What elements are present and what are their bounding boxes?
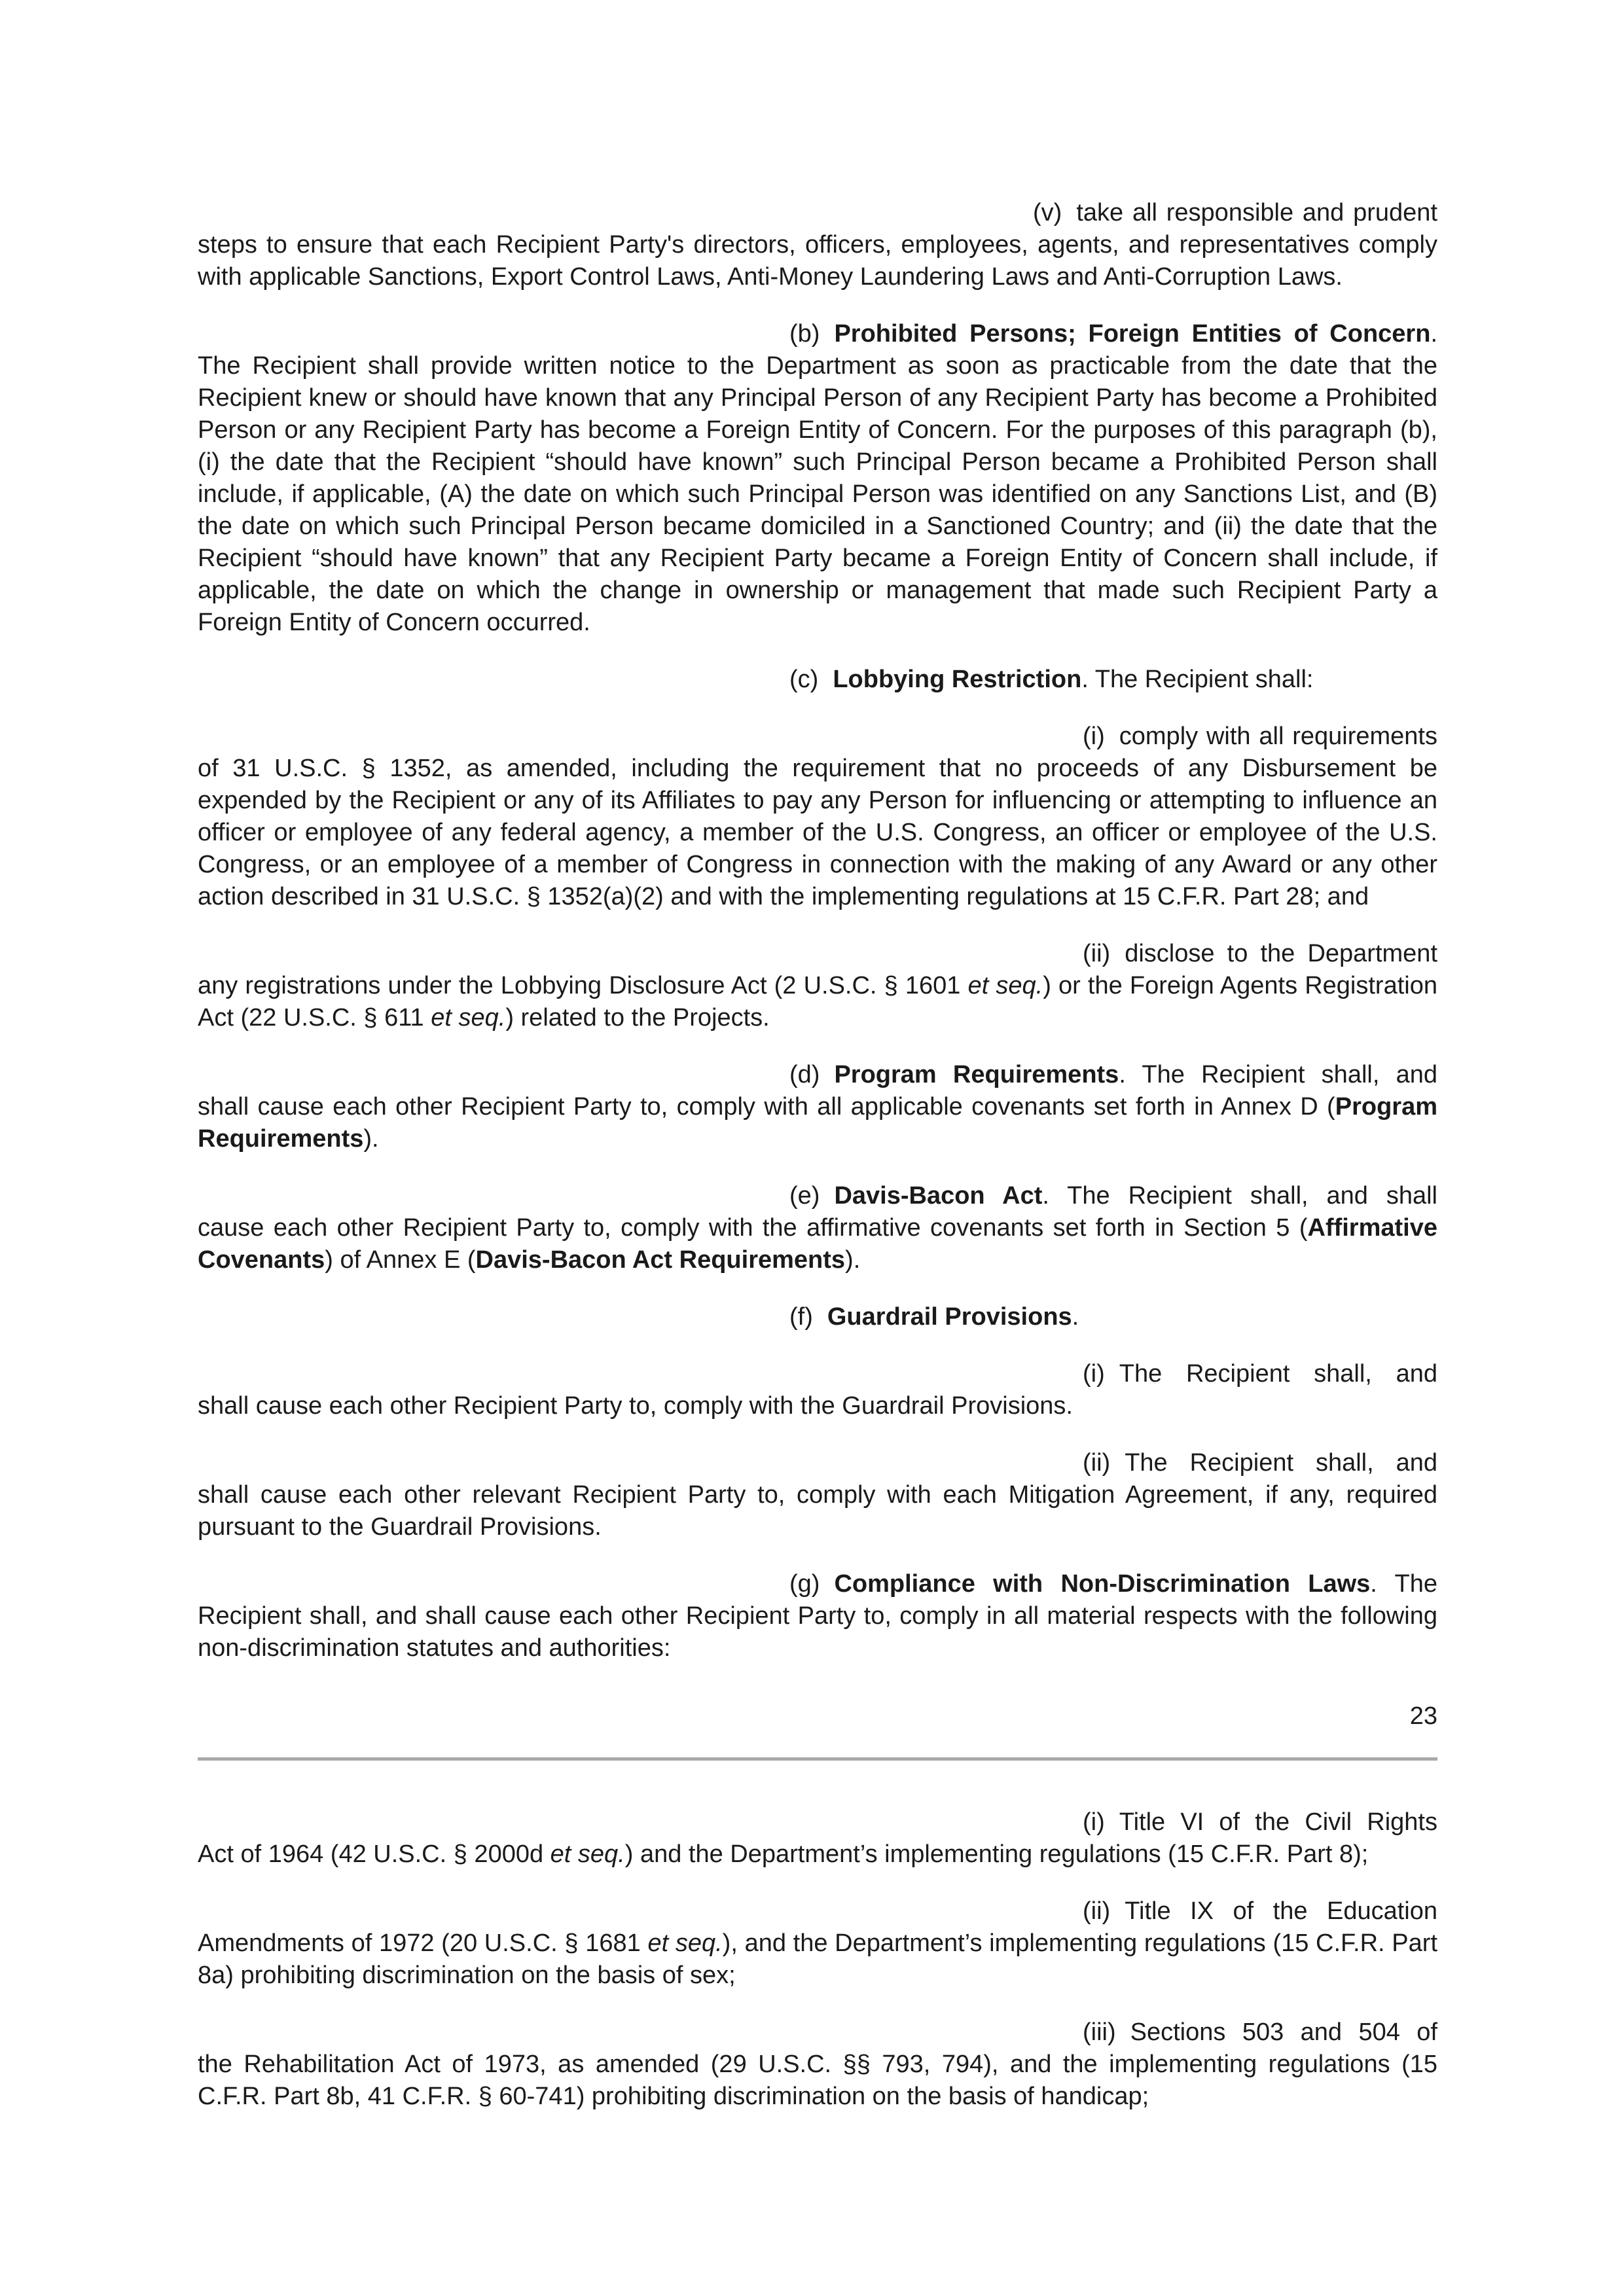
clause-text: . The Recipient shall: [1081, 666, 1314, 693]
clause-heading: Guardrail Provisions [827, 1303, 1072, 1331]
clause-text: Title IX of the Education Amendments of 1972 (20 U.S.C. § 1681 [198, 1897, 1437, 1957]
clause-marker: (f) [789, 1303, 813, 1331]
paragraph-e [198, 1180, 1437, 1276]
clause-text: . The Recipient shall, and shall cause each other Recipient Party to, comply with the affirmative covenants set forth in Section 5 ( [198, 1182, 1437, 1242]
page-divider [198, 1757, 1437, 1761]
paragraph-g-i [198, 1806, 1437, 1871]
clause-text: . The Recipient shall, and shall cause each other Recipient Party to, comply with all applicable covenants set forth in Annex D ( [198, 1061, 1437, 1121]
clause-marker: (ii) [1083, 940, 1111, 967]
paragraph-a-v [198, 197, 1437, 293]
clause-marker: (e) [789, 1182, 820, 1210]
clause-heading: Prohibited Persons; Foreign Entities of Concern [834, 320, 1431, 348]
paragraph-f [198, 1301, 1437, 1333]
clause-heading: Lobbying Restriction [833, 666, 1082, 693]
paragraph-g-ii [198, 1895, 1437, 1992]
section-reference: Affirmative Covenants [198, 1214, 1437, 1274]
paragraph-g [198, 1568, 1437, 1664]
clause-text: comply with all requirements of 31 U.S.C. § 1352, as amended, including the requirement that no proceeds of any Disbursement be expended by the Recipient or any of its Affiliates to pay any Person for influencing or attempting to influence an officer or employee of any federal agency, a member of the U.S. Congress, an officer or employee of the U.S. Congress, or an employee of a member of Congress in connection with the making of any Award or any other action described in 31 U.S.C. § 1352(a)(2) and with the implementing regulations at 15 C.F.R. Part 28; and [198, 723, 1437, 910]
paragraph-c-i [198, 721, 1437, 913]
annex-reference: Program Requirements [198, 1093, 1437, 1153]
clause-heading: Davis-Bacon Act [834, 1182, 1043, 1210]
clause-text: The Recipient shall, and shall cause each other Recipient Party to, comply with the Guardrail Provisions. [198, 1360, 1437, 1420]
et-seq-italic: et seq. [550, 1840, 625, 1868]
clause-text: Title VI of the Civil Rights Act of 1964 (42 U.S.C. § 2000d [198, 1808, 1437, 1868]
clause-marker: (iii) [1083, 2018, 1116, 2046]
clause-marker: (d) [789, 1061, 820, 1088]
clause-text: ). [845, 1246, 861, 1274]
paragraph-d [198, 1059, 1437, 1155]
clause-text: . [1072, 1303, 1079, 1331]
page-23-body [198, 197, 1437, 1689]
clause-text: ) related to the Projects. [505, 1004, 770, 1031]
clause-text: ) or the Foreign Agents Registration Act (22 U.S.C. § 611 [198, 972, 1437, 1031]
paragraph-b [198, 318, 1437, 639]
et-seq-italic: et seq. [431, 1004, 506, 1031]
clause-text: The Recipient shall, and shall cause each other relevant Recipient Party to, comply with each Mitigation Agreement, if any, required pursuant to the Guardrail Provisions. [198, 1449, 1437, 1541]
page-number: 23 [1409, 1702, 1437, 1730]
annex-reference: Davis-Bacon Act Requirements [475, 1246, 846, 1274]
paragraph-c [198, 664, 1437, 696]
et-seq-italic: et seq. [647, 1929, 723, 1957]
clause-marker: (c) [789, 666, 819, 693]
et-seq-italic: et seq. [967, 972, 1043, 999]
clause-marker: (ii) [1083, 1897, 1111, 1925]
clause-marker: (v) [1033, 199, 1062, 226]
paragraph-g-iii [198, 2017, 1437, 2113]
paragraph-f-i [198, 1358, 1437, 1422]
clause-marker: (i) [1083, 1808, 1105, 1836]
clause-text: ). [363, 1125, 379, 1153]
clause-text: . The Recipient shall provide written notice to the Department as soon as practicable from the date that the Recipient knew or should have known that any Principal Person of any Recipient Party has become a Prohibited Person or any Recipient Party has become a Foreign Entity of Concern. For the purposes of this paragraph (b), (i) the date that the Recipient “should have known” such Principal Person became a Prohibited Person shall include, if applicable, (A) the date on which such Principal Person was identified on any Sanctions List, and (B) the date on which such Principal Person became domiciled in a Sanctioned Country; and (ii) the date that the Recipient “should have known” that any Recipient Party became a Foreign Entity of Concern shall include, if applicable, the date on which the change in ownership or management that made such Recipient Party a Foreign Entity of Concern occurred. [198, 320, 1437, 636]
clause-marker: (ii) [1083, 1449, 1111, 1477]
clause-marker: (i) [1083, 723, 1105, 750]
clause-marker: (i) [1083, 1360, 1105, 1388]
paragraph-f-ii [198, 1447, 1437, 1543]
page-24-body [198, 1806, 1437, 2138]
clause-heading: Compliance with Non-Discrimination Laws [834, 1570, 1371, 1598]
clause-text: disclose to the Department any registrations under the Lobbying Disclosure Act (2 U.S.C. § 1601 [198, 940, 1437, 999]
clause-text: Sections 503 and 504 of the Rehabilitation Act of 1973, as amended (29 U.S.C. §§ 793, 794), and the implementing regulations (15 C.F.R. Part 8b, 41 C.F.R. § 60-741) prohibiting discrimination on the basis of handicap; [198, 2018, 1437, 2110]
clause-text: . The Recipient shall, and shall cause each other Recipient Party to, comply in all material respects with the following non-discrimination statutes and authorities: [198, 1570, 1437, 1662]
clause-text: take all responsible and prudent steps to ensure that each Recipient Party's directors, officers, employees, agents, and representatives comply with applicable Sanctions, Export Control Laws, Anti-Money Laundering Laws and Anti-Corruption Laws. [198, 199, 1437, 291]
clause-marker: (b) [789, 320, 820, 348]
clause-text: ) of Annex E ( [325, 1246, 476, 1274]
clause-text: ) and the Department’s implementing regulations (15 C.F.R. Part 8); [624, 1840, 1369, 1868]
clause-text: ), and the Department’s implementing regulations (15 C.F.R. Part 8a) prohibiting discrimination on the basis of sex; [198, 1929, 1437, 1989]
clause-heading: Program Requirements [834, 1061, 1119, 1088]
clause-marker: (g) [789, 1570, 820, 1598]
paragraph-c-ii [198, 938, 1437, 1034]
